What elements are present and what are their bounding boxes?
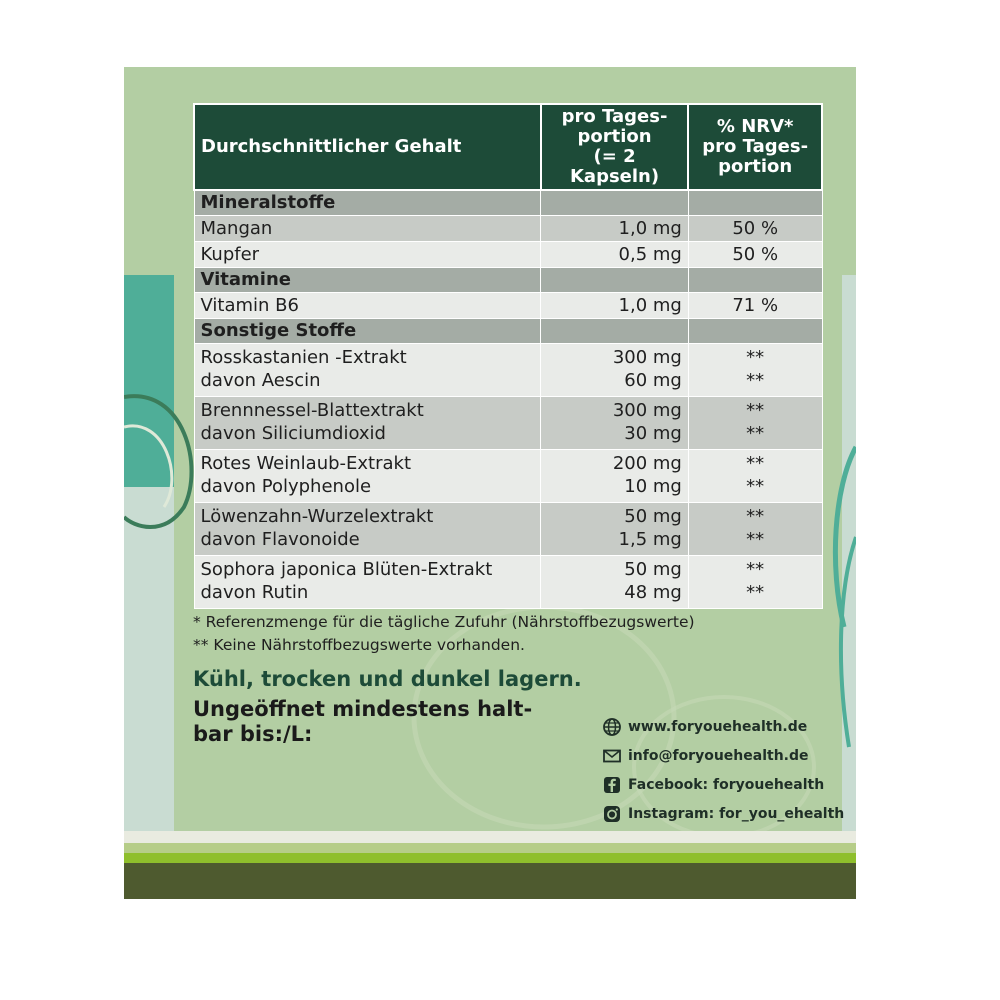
row-amount: 0,5 mg [541,242,689,268]
bottom-stripe-dark [124,863,856,899]
bottom-stripe-lime [124,853,856,863]
section-row-other [194,319,822,344]
row-nrv: ** ** [688,556,822,609]
row-nrv: ** ** [688,397,822,450]
row-amount: 300 mg 60 mg [541,344,689,397]
footnote-reference: * Referenzmenge für die tägliche Zufuhr (Nährstoffbezugswerte) [193,613,695,631]
header-content: Durchschnittlicher Gehalt [194,104,541,190]
section-title: Vitamine [194,268,541,293]
row-nrv: 71 % [688,293,822,319]
contact-email[interactable] [602,741,844,770]
row-amount: 50 mg 1,5 mg [541,503,689,556]
bottom-stripe-light [124,831,856,843]
row-name: Rotes Weinlaub-Extrakt davon Polyphenole [194,450,541,503]
row-nrv: ** ** [688,503,822,556]
contact-website[interactable] [602,712,844,741]
row-nrv: 50 % [688,242,822,268]
facebook-icon [602,775,622,795]
contact-text: info@foryouehealth.de [628,747,809,764]
row-name: Sophora japonica Blüten-Extrakt davon Rutin [194,556,541,609]
section-row-vitamins [194,268,822,293]
row-amount: 1,0 mg [541,293,689,319]
row-amount: 50 mg 48 mg [541,556,689,609]
table-row [194,293,822,319]
contact-facebook[interactable] [602,770,844,799]
instagram-icon [602,804,622,824]
row-nrv: 50 % [688,216,822,242]
bottom-stripe-pale-green [124,843,856,853]
row-name: Vitamin B6 [194,293,541,319]
globe-icon [602,717,622,737]
row-amount: 300 mg 30 mg [541,397,689,450]
row-name: Rosskastanien -Extrakt davon Aescin [194,344,541,397]
mail-icon [602,746,622,766]
table-row [194,397,822,450]
nutrition-table [193,103,823,609]
row-amount: 200 mg 10 mg [541,450,689,503]
header-nrv: % NRV* pro Tages- portion [688,104,822,190]
expiry-text: Ungeöffnet mindestens halt-bar bis:/L: [193,697,533,746]
row-nrv: ** ** [688,450,822,503]
row-nrv: ** ** [688,344,822,397]
row-name: Kupfer [194,242,541,268]
contact-text: www.foryouehealth.de [628,718,808,735]
table-header-row [194,104,822,190]
row-name: Brennnessel-Blattextrakt davon Siliciumdioxid [194,397,541,450]
row-name: Mangan [194,216,541,242]
row-amount: 1,0 mg [541,216,689,242]
contact-text: Instagram: for_you_ehealth [628,805,845,822]
contact-instagram[interactable] [602,799,844,828]
table-row [194,344,822,397]
table-row [194,450,822,503]
table-row [194,216,822,242]
footnotes [193,611,695,657]
storage-instruction: Kühl, trocken und dunkel lagern. [193,667,582,691]
row-name: Löwenzahn-Wurzelextrakt davon Flavonoide [194,503,541,556]
contact-list [602,712,844,828]
table-row [194,503,822,556]
section-title: Sonstige Stoffe [194,319,541,344]
table-row [194,242,822,268]
section-title: Mineralstoffe [194,190,541,216]
product-label [124,67,856,899]
contact-text: Facebook: foryouehealth [628,776,825,793]
footnote-none: ** Keine Nährstoffbezugswerte vorhanden. [193,636,525,654]
section-row-minerals [194,190,822,216]
header-daily-portion: pro Tages- portion (= 2 Kapseln) [541,104,689,190]
table-row [194,556,822,609]
